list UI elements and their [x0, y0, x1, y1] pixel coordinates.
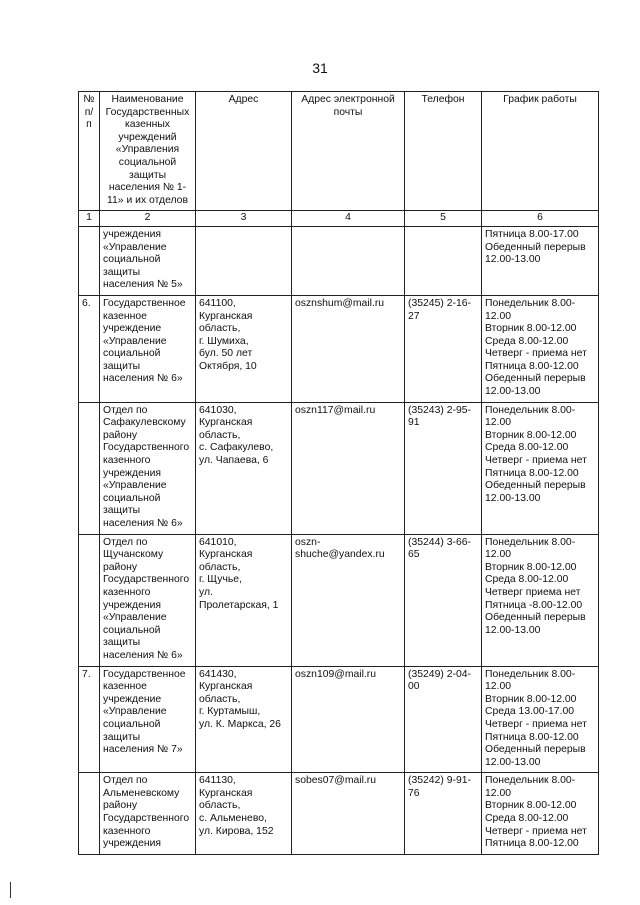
row-num-cell — [79, 226, 100, 295]
schedule-cell: Понедельник 8.00- 12.00 Вторник 8.00-12.00 Среда 13.00-17.00 Четверг - приема нет Пятница 8.00-12.00 Обеденный перерыв 12.00-13.00 — [482, 666, 599, 773]
address-cell: 641030, Курганская область, с. Сафакулево, ул. Чапаева, 6 — [196, 402, 292, 534]
table-row — [79, 666, 599, 773]
institution-name-cell: Государственное казенное учреждение «Управление социальной защиты населения № 6» — [100, 295, 196, 402]
table-row — [79, 295, 599, 402]
header-phone: Телефон — [405, 92, 482, 211]
institution-name-cell: учреждения «Управление социальной защиты населения № 5» — [100, 226, 196, 295]
phone-cell: (35245) 2-16- 27 — [405, 295, 482, 402]
phone-cell: (35242) 9-91- 76 — [405, 773, 482, 855]
phone-cell — [405, 226, 482, 295]
row-num-cell — [79, 534, 100, 666]
table-row — [79, 402, 599, 534]
table-row — [79, 226, 599, 295]
schedule-cell: Пятница 8.00-17.00 Обеденный перерыв 12.00-13.00 — [482, 226, 599, 295]
institution-name-cell: Отдел по Щучанскому району Государственного казенного учреждения «Управление социальной защиты населения № 6» — [100, 534, 196, 666]
page-number: 31 — [312, 60, 328, 76]
email-cell[interactable]: sobes07@mail.ru — [292, 773, 405, 855]
email-cell[interactable]: oszn117@mail.ru — [292, 402, 405, 534]
institution-name-cell: Отдел по Сафакулевскому району Государственного казенного учреждения «Управление социальной защиты населения № 6» — [100, 402, 196, 534]
address-cell: 641100, Курганская область, г. Шумиха, бул. 50 лет Октября, 10 — [196, 295, 292, 402]
row-num-cell — [79, 773, 100, 855]
header-schedule: График работы — [482, 92, 599, 211]
address-cell: 641430, Курганская область, г. Куртамыш, ул. К. Маркса, 26 — [196, 666, 292, 773]
schedule-cell: Понедельник 8.00- 12.00 Вторник 8.00-12.00 Среда 8.00-12.00 Четверг приема нет Пятница -8.00-12.00 Обеденный перерыв 12.00-13.00 — [482, 534, 599, 666]
phone-cell: (35243) 2-95- 91 — [405, 402, 482, 534]
phone-cell: (35244) 3-66- 65 — [405, 534, 482, 666]
margin-mark — [10, 882, 11, 898]
email-cell[interactable]: osznshum@mail.ru — [292, 295, 405, 402]
header-row — [79, 92, 599, 211]
column-number: 5 — [405, 211, 482, 227]
column-number-row — [79, 211, 599, 227]
address-cell: 641010, Курганская область, г. Щучье, ул. Пролетарская, 1 — [196, 534, 292, 666]
address-cell: 641130, Курганская область, с. Альменево, ул. Кирова, 152 — [196, 773, 292, 855]
header-email: Адрес электронной почты — [292, 92, 405, 211]
schedule-cell: Понедельник 8.00- 12.00 Вторник 8.00-12.00 Среда 8.00-12.00 Четверг - приема нет Пятница 8.00-12.00 Обеденный перерыв 12.00-13.00 — [482, 295, 599, 402]
email-cell[interactable] — [292, 226, 405, 295]
column-number: 4 — [292, 211, 405, 227]
table-row — [79, 534, 599, 666]
email-cell[interactable]: oszn- shuche@yandex.ru — [292, 534, 405, 666]
email-cell[interactable]: oszn109@mail.ru — [292, 666, 405, 773]
institutions-table — [78, 91, 599, 855]
schedule-cell: Понедельник 8.00- 12.00 Вторник 8.00-12.00 Среда 8.00-12.00 Четверг - приема нет Пятница 8.00-12.00 — [482, 773, 599, 855]
row-num-cell — [79, 402, 100, 534]
column-number: 3 — [196, 211, 292, 227]
column-number: 1 — [79, 211, 100, 227]
column-number: 6 — [482, 211, 599, 227]
institution-name-cell: Отдел по Альменевскому району Государственного казенного учреждения — [100, 773, 196, 855]
header-num: № п/п — [79, 92, 100, 211]
header-name: Наименование Государственных казенных учреждений «Управления социальной защиты населения № 1- 11» и их отделов — [100, 92, 196, 211]
schedule-cell: Понедельник 8.00- 12.00 Вторник 8.00-12.00 Среда 8.00-12.00 Четверг - приема нет Пятница 8.00-12.00 Обеденный перерыв 12.00-13.00 — [482, 402, 599, 534]
header-address: Адрес — [196, 92, 292, 211]
address-cell — [196, 226, 292, 295]
table-row — [79, 773, 599, 855]
institution-name-cell: Государственное казенное учреждение «Управление социальной защиты населения № 7» — [100, 666, 196, 773]
row-num-cell: 6. — [79, 295, 100, 402]
phone-cell: (35249) 2-04- 00 — [405, 666, 482, 773]
row-num-cell: 7. — [79, 666, 100, 773]
column-number: 2 — [100, 211, 196, 227]
